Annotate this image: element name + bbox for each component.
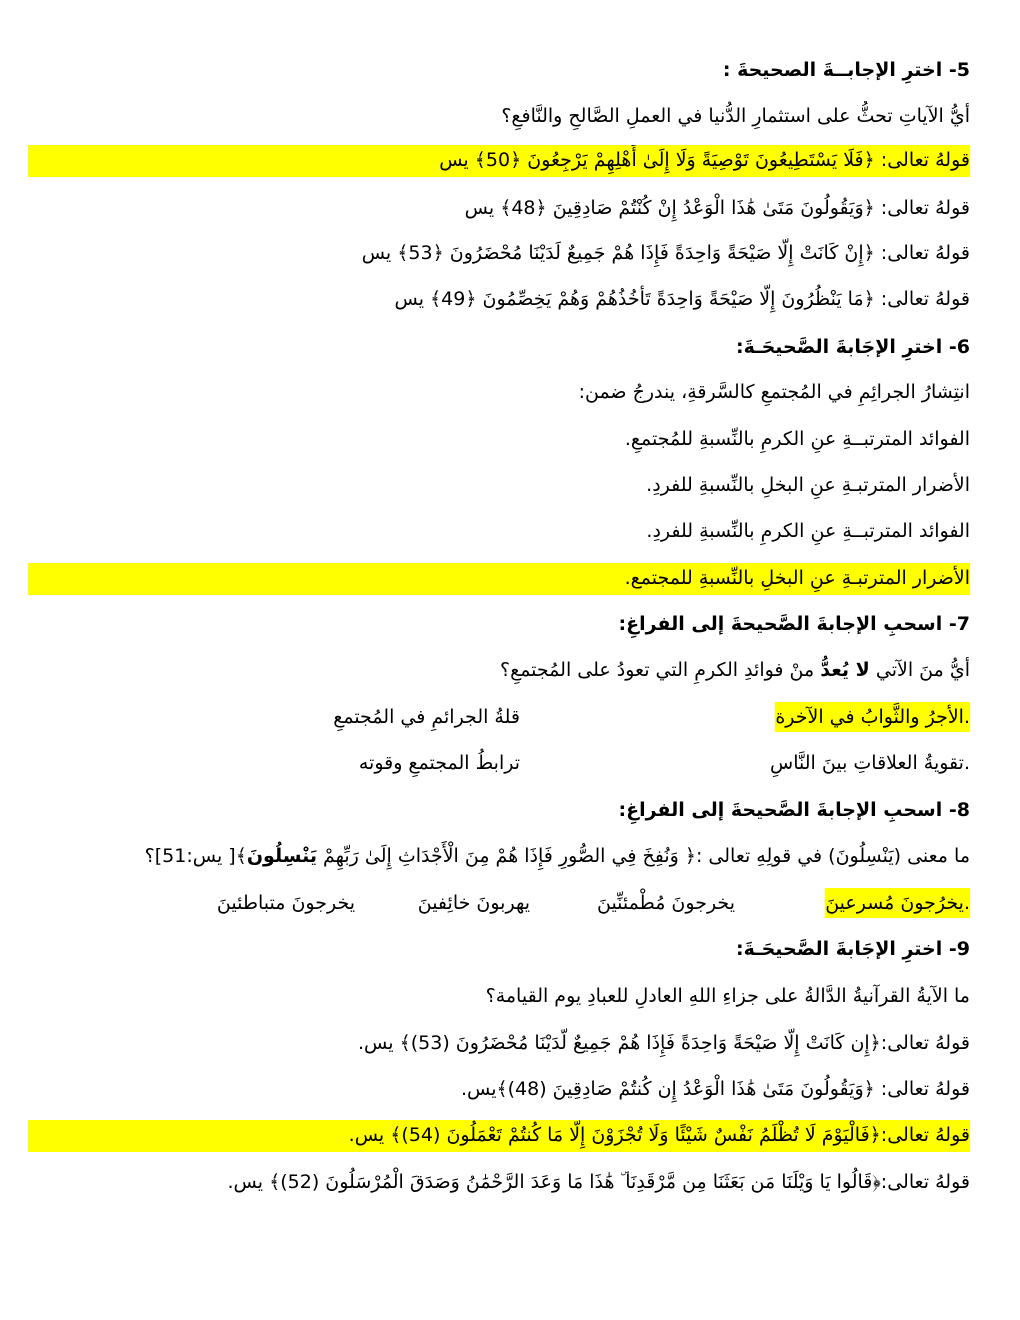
q8-question-bold: يَنْسِلُونَ — [246, 845, 317, 867]
q7-question — [40, 655, 970, 687]
q6-option-3[interactable]: الفوائد المترتبــةِ عنِ الكرمِ بالنِّسبةِ للفردِ. — [646, 520, 970, 542]
q8-heading: 8- اسحبِ الإجابةَ الصَّحيحةَ إلى الفراغِ: — [618, 799, 970, 821]
q6-question: انتِشارُ الجرائِمِ في المُجتمعِ كالسَّرقةِ، يندرجُ ضمن: — [578, 381, 970, 403]
q7-option-1-correct[interactable]: .الأجرُ والثَّوابُ في الآخرة — [775, 702, 970, 732]
q7-option-4[interactable]: ترابطُ المجتمعِ وقوته — [358, 752, 520, 774]
q8-question-pre: ما معنى (يَنْسِلُونَ) في قولِهِ تعالى :﴿ وَنُفِخَ فِي الصُّورِ فَإِذَا هُمْ مِنَ الْأَجْدَاثِ إِلَىٰ رَبِّهِمْ — [316, 845, 970, 867]
q6-option-1[interactable]: الفوائد المترتبــةِ عنِ الكرمِ بالنِّسبةِ للمُجتمعِ. — [624, 428, 970, 450]
q9-option-3-correct[interactable]: قولهُ تعالى:﴿فَالْيَوْمَ لَا تُظْلَمُ نَفْسٌ شَيْئًا وَلَا تُجْزَوْنَ إِلَّا مَا كُنتُمْ تَعْمَلُونَ (54)﴾ يس. — [28, 1120, 970, 1152]
q7-option-3[interactable]: .تقويةُ العلاقاتِ بينَ النَّاسِ — [770, 752, 970, 774]
q7-question-pre: أيُّ منَ الآتي — [869, 659, 970, 681]
q7-heading: 7- اسحبِ الإجابةَ الصَّحيحةَ إلى الفراغِ: — [618, 613, 970, 635]
q8-option-3[interactable]: يهربونَ خائِفينَ — [417, 892, 530, 914]
q6-option-4-correct[interactable]: الأضرار المترتبـةِ عنِ البخلِ بالنِّسبةِ للمجتمع. — [28, 563, 970, 595]
q8-option-4[interactable]: يخرجونَ متباطئينَ — [216, 892, 355, 914]
q9-option-4[interactable]: قولهُ تعالى:﴿قَالُوا يَا وَيْلَنَا مَن بَعَثَنَا مِن مَّرْقَدِنَا ۜ هَٰذَا مَا وَعَدَ الرَّحْمَٰنُ وَصَدَقَ الْمُرْسَلُونَ (52)﴾ يس. — [227, 1171, 970, 1193]
q5-option-1-correct[interactable]: قولهُ تعالى: ﴿فَلَا يَسْتَطِيعُونَ تَوْصِيَةً وَلَا إِلَىٰ أَهْلِهِمْ يَرْجِعُونَ ﴿50﴾ يس — [28, 145, 970, 177]
q5-option-2[interactable]: قولهُ تعالى: ﴿وَيَقُولُونَ مَتَىٰ هَٰذَا الْوَعْدُ إِنْ كُنْتُمْ صَادِقِينَ ﴿48﴾ يس — [464, 197, 970, 219]
q5-heading: 5- اخترِ الإجابــةَ الصحيحةَ : — [722, 59, 970, 81]
q6-option-2[interactable]: الأضرار المترتبـةِ عنِ البخلِ بالنِّسبةِ للفردِ. — [646, 474, 970, 496]
q6-heading: 6- اخترِ الإجَابةَ الصَّحيحَـةَ: — [735, 336, 970, 358]
q9-question: ما الآيةُ القرآنيةُ الدَّالةُ على جزاءِ اللهِ العادلِ للعبادِ يوم القيامة؟ — [485, 985, 970, 1007]
q5-question: أيُّ الآياتِ تحثُّ على استثمارِ الدُّنيا في العملِ الصَّالحِ والنَّافعِ؟ — [501, 105, 970, 127]
q8-option-1-correct[interactable]: .يخرُجونَ مُسرعينَ — [825, 888, 970, 918]
q9-option-2[interactable]: قولهُ تعالى: ﴿وَيَقُولُونَ مَتَىٰ هَٰذَا الْوَعْدُ إِن كُنتُمْ صَادِقِينَ (48)﴾يس. — [460, 1078, 970, 1100]
q8-question — [35, 841, 970, 873]
q7-question-post: منْ فوائدِ الكرمِ التي تعودُ على المُجتمعِ؟ — [500, 659, 821, 681]
q5-option-3[interactable]: قولهُ تعالى: ﴿إِنْ كَانَتْ إِلَّا صَيْحَةً وَاحِدَةً فَإِذَا هُمْ جَمِيعٌ لَدَيْنَا مُحْضَرُونَ ﴿53﴾ يس — [361, 242, 970, 264]
q9-heading: 9- اخترِ الإجَابةَ الصَّحيحَـةَ: — [735, 938, 970, 960]
q7-question-bold: لا يُعدُّ — [820, 659, 870, 681]
q9-option-1[interactable]: قولهُ تعالى:﴿إِن كَانَتْ إِلَّا صَيْحَةً وَاحِدَةً فَإِذَا هُمْ جَمِيعٌ لَّدَيْنَا مُحْضَرُونَ (53)﴾ يس. — [358, 1032, 970, 1054]
q5-option-4[interactable]: قولهُ تعالى: ﴿مَا يَنْظُرُونَ إِلَّا صَيْحَةً وَاحِدَةً تَأْخُذُهُمْ وَهُمْ يَخِصِّمُونَ ﴿49﴾ يس — [394, 288, 970, 310]
q8-question-post: ﴾[ يس:51]؟ — [144, 845, 247, 867]
q8-option-2[interactable]: يخرجونَ مُطْمئنِّينَ — [596, 892, 735, 914]
q7-option-2[interactable]: قلةُ الجرائمِ في المُجتمعِ — [333, 706, 520, 728]
